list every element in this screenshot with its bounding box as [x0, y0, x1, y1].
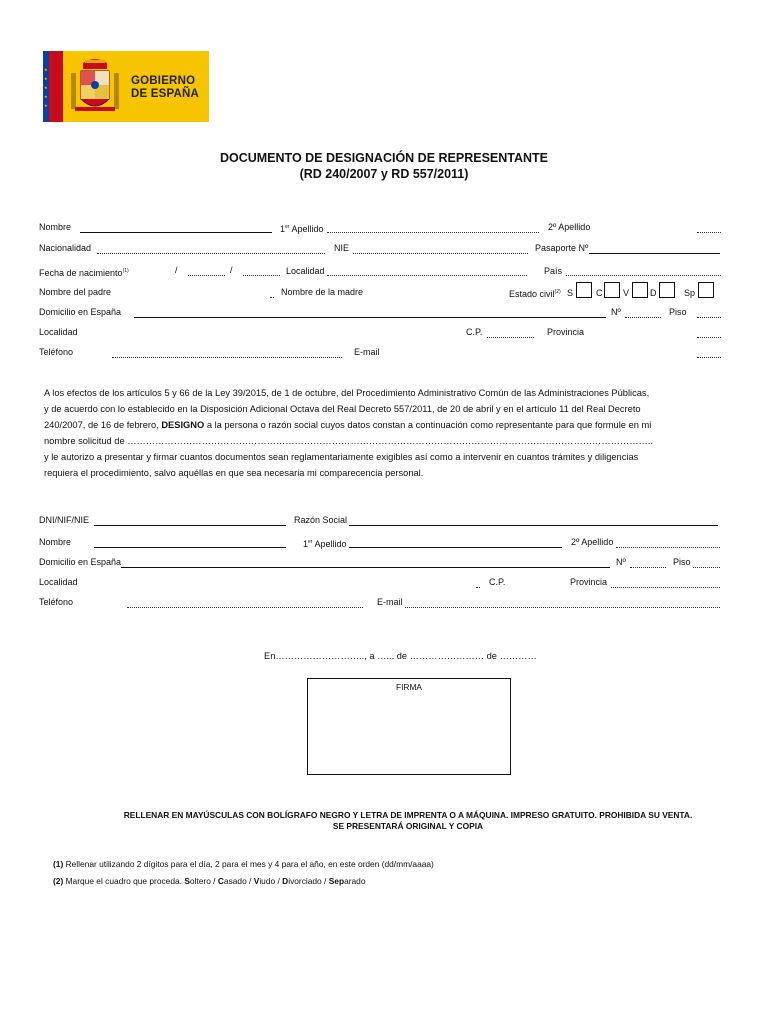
paragraph-line-5: y le autorizo a presentar y firmar cuantos documentos sean reglamentariamente exigibles así como a intervenir en cuantos trámites y diligencias	[44, 452, 639, 462]
estado-s-checkbox[interactable]	[576, 282, 592, 298]
rep-apellido1-field[interactable]	[349, 547, 562, 548]
nacionalidad-label: Nacionalidad	[39, 243, 92, 253]
domicilio-field[interactable]	[134, 317, 606, 318]
rep-numero-label: Nº	[616, 557, 626, 567]
rep-telefono-field[interactable]	[127, 607, 363, 608]
apellido2-label: 2º Apellido	[548, 222, 591, 232]
logo-text-2: DE ESPAÑA	[131, 88, 200, 100]
nie-label: NIE	[334, 243, 350, 253]
email-field[interactable]	[697, 357, 721, 358]
rep-razon-social-label: Razón Social	[294, 515, 348, 525]
nombre-padre-field[interactable]	[270, 297, 274, 298]
localidad-label: Localidad	[286, 266, 325, 276]
coat-of-arms-icon	[67, 55, 123, 119]
nie-field[interactable]	[353, 253, 528, 254]
email-label: E-mail	[354, 347, 380, 357]
rep-numero-field[interactable]	[630, 567, 666, 568]
numero-label: Nº	[611, 307, 621, 317]
pasaporte-label: Pasaporte Nº	[535, 243, 589, 253]
estado-d-label: D	[650, 288, 657, 298]
footnote-2: (2) Marque el cuadro que proceda. Soltero / Casado / Viudo / Divorciado / Separado	[53, 876, 366, 886]
rep-email-field[interactable]	[405, 607, 720, 608]
rep-telefono-label: Teléfono	[39, 597, 74, 607]
notice-line-2: SE PRESENTARÁ ORIGINAL Y COPIA	[332, 821, 484, 831]
paragraph-line-6: requiera el procedimiento, salvo aquéllas en que sea necesaria mi comparecencia personal.	[44, 468, 424, 478]
estado-v-checkbox[interactable]	[632, 282, 648, 298]
apellido2-field[interactable]	[697, 232, 721, 233]
gobierno-logo	[43, 51, 209, 122]
pais-field[interactable]	[566, 275, 721, 276]
eu-stars: ★ ★ ★ ★ ★	[44, 67, 48, 108]
estado-sp-label: Sp	[684, 288, 696, 298]
fecha-anio-field[interactable]	[243, 275, 280, 276]
document-title: DOCUMENTO DE DESIGNACIÓN DE REPRESENTANTE	[219, 151, 549, 165]
notice-line-1: RELLENAR EN MAYÚSCULAS CON BOLÍGRAFO NEGRO Y LETRA DE IMPRENTA O A MÁQUINA. IMPRESO GRATUITO. PROHIBIDA SU VENTA.	[123, 810, 693, 820]
pais-label: País	[544, 266, 563, 276]
date-slash-1: /	[175, 265, 178, 275]
rep-nombre-label: Nombre	[39, 537, 72, 547]
estado-d-checkbox[interactable]	[659, 282, 675, 298]
numero-field[interactable]	[625, 317, 661, 318]
rep-dni-field[interactable]	[94, 525, 286, 526]
estado-civil-label: Estado civil$^{(2)}$	[509, 289, 561, 299]
telefono-label: Teléfono	[39, 347, 74, 357]
cp-field[interactable]	[487, 337, 534, 338]
estado-s-label: S	[567, 288, 574, 298]
paragraph-line-1: A los efectos de los artículos 5 y 66 de la Ley 39/2015, de 1 de octubre, del Procedimiento Administrativo Común de las Administraciones Públicas,	[44, 388, 650, 398]
rep-provincia-label: Provincia	[570, 577, 608, 587]
footnote-1: (1) Rellenar utilizando 2 dígitos para el día, 2 para el mes y 4 para el año, en este orden (dd/mm/aaaa)	[53, 859, 434, 869]
rep-apellido2-field[interactable]	[616, 547, 720, 548]
apellido1-field[interactable]	[327, 232, 539, 233]
paragraph-line-2: y de acuerdo con lo establecido en la Disposición Adicional Octava del Real Decreto 557/2011, de 20 de abril y en el artículo 11 del Real Decreto	[44, 404, 641, 414]
estado-sp-checkbox[interactable]	[698, 282, 714, 298]
nombre-padre-label: Nombre del padre	[39, 287, 112, 297]
piso-label: Piso	[669, 307, 687, 317]
designation-paragraph	[44, 385, 726, 481]
rep-localidad-field[interactable]	[476, 587, 480, 588]
nombre-label: Nombre	[39, 222, 72, 232]
estado-c-checkbox[interactable]	[604, 282, 620, 298]
apellido1-label: 1er Apellido	[280, 224, 324, 234]
rep-piso-field[interactable]	[693, 567, 720, 568]
estado-c-label: C	[596, 288, 603, 298]
domicilio-label: Domicilio en España	[39, 307, 122, 317]
provincia-field[interactable]	[697, 337, 721, 338]
rep-piso-label: Piso	[673, 557, 691, 567]
paragraph-line-4: nombre solicitud de ……………………………………………………………………………………………………………………………………………………..	[44, 436, 653, 446]
rep-domicilio-field[interactable]	[121, 567, 610, 568]
rep-provincia-field[interactable]	[611, 587, 720, 588]
rep-apellido2-label: 2º Apellido	[571, 537, 614, 547]
piso-field[interactable]	[697, 317, 721, 318]
rep-domicilio-label: Domicilio en España	[39, 557, 122, 567]
logo-text-1: GOBIERNO	[131, 75, 196, 87]
firma-label: FIRMA	[395, 682, 423, 692]
nacionalidad-field[interactable]	[97, 253, 325, 254]
rep-dni-label: DNI/NIF/NIE	[39, 515, 90, 525]
localidad2-label: Localidad	[39, 327, 78, 337]
rep-localidad-label: Localidad	[39, 577, 78, 587]
paragraph-line-3: 240/2007, de 16 de febrero, DESIGNO a la persona o razón social cuyos datos constan a continuación como representante para que formule en mi	[44, 420, 652, 430]
pasaporte-field[interactable]	[589, 253, 720, 254]
nombre-madre-label: Nombre de la madre	[281, 287, 364, 297]
localidad-field[interactable]	[327, 275, 527, 276]
rep-razon-social-field[interactable]	[349, 525, 718, 526]
cp-label: C.P.	[466, 327, 483, 337]
rep-apellido1-label: 1er Apellido	[303, 539, 347, 549]
fecha-nacimiento-label: Fecha de nacimiento$^{(1)}$	[39, 268, 129, 278]
place-date-line: En……………………….., a …... de …………………… de …………	[264, 651, 537, 661]
estado-v-label: V	[623, 288, 630, 298]
signature-box[interactable]	[307, 678, 511, 775]
telefono-field[interactable]	[112, 357, 342, 358]
nombre-field[interactable]	[80, 232, 272, 233]
date-slash-2: /	[230, 265, 233, 275]
rep-nombre-field[interactable]	[94, 547, 286, 548]
rep-cp-label: C.P.	[489, 577, 506, 587]
provincia-label: Provincia	[547, 327, 585, 337]
fecha-mes-field[interactable]	[188, 275, 225, 276]
rep-email-label: E-mail	[377, 597, 403, 607]
document-subtitle: (RD 240/2007 y RD 557/2011)	[299, 167, 469, 181]
